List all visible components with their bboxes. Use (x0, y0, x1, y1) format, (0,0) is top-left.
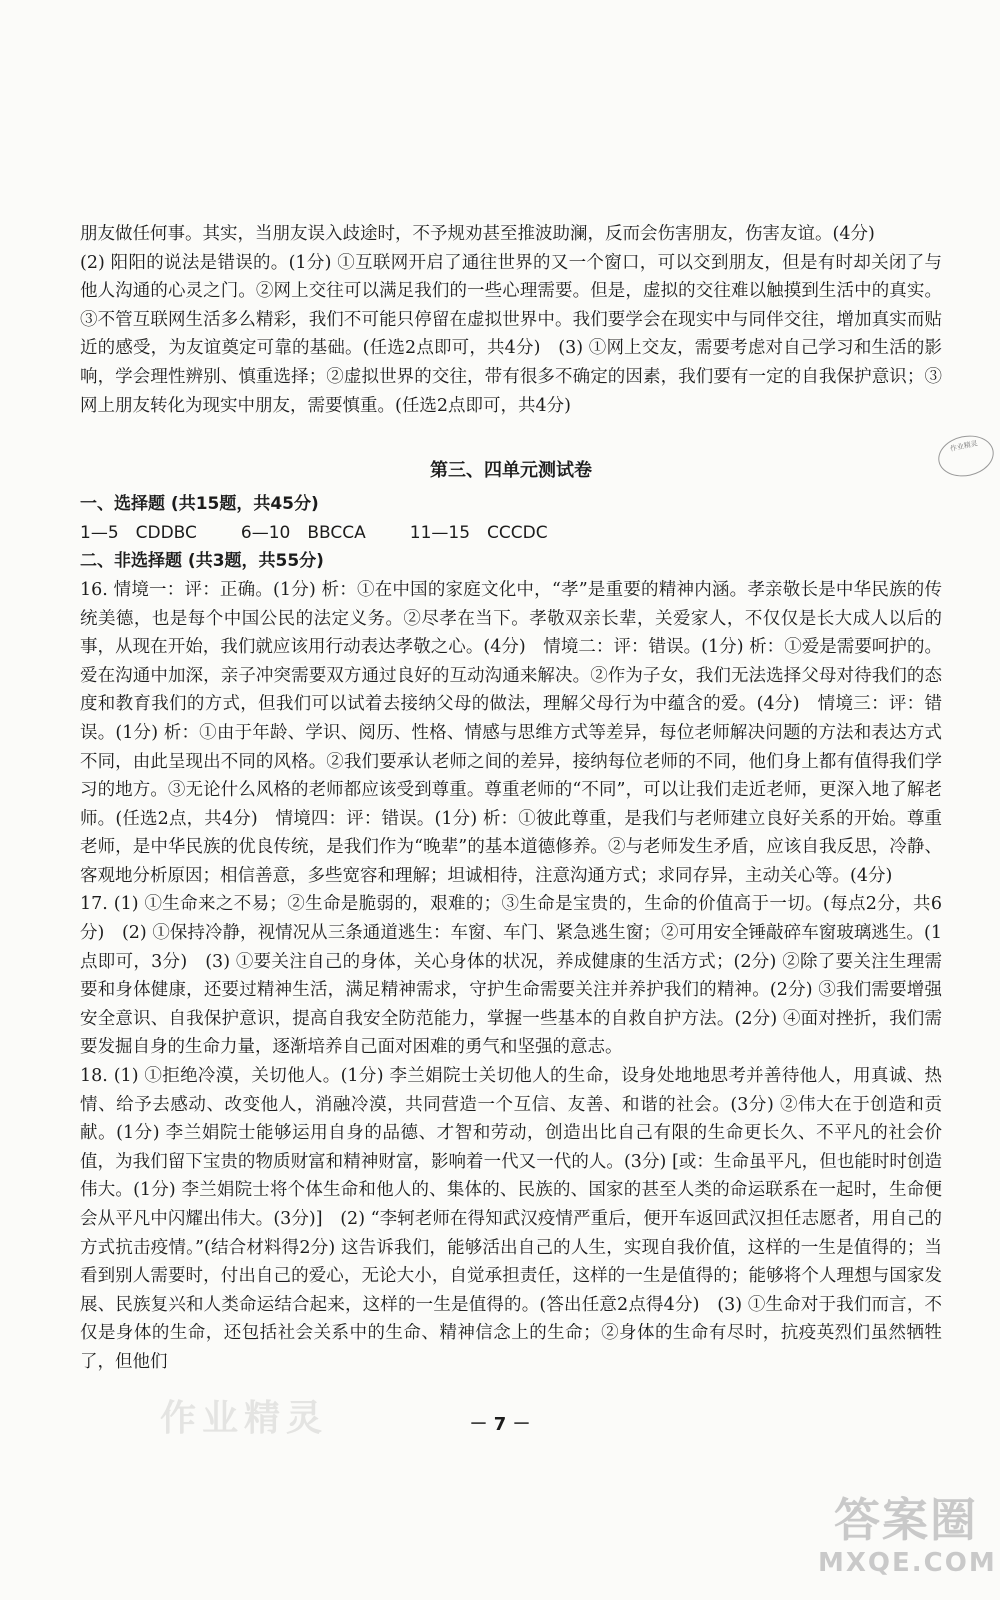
answer-group-3: 11—15 CCCDC (409, 522, 548, 543)
homework-stamp (934, 431, 997, 482)
prev-paragraph-2: (2) 阳阳的说法是错误的。(1分) ①互联网开启了通往世界的又一个窗口，可以交到朋友，但是有时却关闭了与他人沟通的心灵之门。②网上交往可以满足我们的一些心理需要。但是，虚拟的交往难以触摸到生活中的真实。③不管互联网生活多么精彩，我们不可能只停留在虚拟世界中。我们要学会在现实中与同伴交往，增加真实而贴近的感受，为友谊奠定可靠的基础。(任选2点即可，共4分) (3) ①网上交友，需要考虑对自己学习和生活的影响，学会理性辨别、慎重选择；②虚拟世界的交往，带有很多不确定的因素，我们要有一定的自我保护意识；③网上朋友转化为现实中朋友，需要慎重。(任选2点即可，共4分) (80, 252, 942, 416)
watermark-brand-name: 答案圈 (834, 1493, 978, 1547)
answer-group-1: 1—5 CDDBC (80, 522, 197, 543)
choice-answers (80, 519, 942, 548)
part1-heading: 一、选择题 (共15题，共45分) (80, 494, 319, 515)
prev-paragraph-1: 朋友做任何事。其实，当朋友误入歧途时，不予规劝甚至推波助澜，反而会伤害朋友，伤害友谊。(4分) (80, 224, 875, 244)
question-16: 16. 情境一：评：正确。(1分) 析：①在中国的家庭文化中，“孝”是重要的精神内涵。孝亲敬长是中华民族的传统美德，也是每个中国公民的法定义务。②尽孝在当下。孝敬双亲长辈，关爱家人，不仅仅是长大成人以后的事，从现在开始，我们就应该用行动表达孝敬之心。(4分) 情境二：评：错误。(1分) 析：①爱是需要呵护的。爱在沟通中加深，亲子冲突需要双方通过良好的互动沟通来解决。②作为子女，我们无法选择父母对待我们的态度和教育我们的方式，但我们可以试着去接纳父母的做法，理解父母行为中蕴含的爱。(4分) 情境三：评：错误。(1分) 析：①由于年龄、学识、阅历、性格、情感与思维方式等差异，每位老师解决问题的方法和表达方式不同，由此呈现出不同的风格。②我们要承认老师之间的差异，接纳每位老师的不同，他们身上都有值得我们学习的地方。③无论什么风格的老师都应该受到尊重。尊重老师的“不同”，可以让我们走近老师，更深入地了解老师。(任选2点，共4分) 情境四：评：错误。(1分) 析：①彼此尊重，是我们与老师建立良好关系的开始。尊重老师，是中华民族的优良传统，是我们作为“晚辈”的基本道德修养。②与老师发生矛盾，应该自我反思，冷静、客观地分析原因；相信善意，多些宽容和理解；坦诚相待，注意沟通方式；求同存异，主动关心等。(4分) (80, 579, 942, 886)
question-18: 18. (1) ①拒绝冷漠，关切他人。(1分) 李兰娟院士关切他人的生命，设身处地地思考并善待他人，用真诚、热情、给予去感动、改变他人，消融冷漠，共同营造一个互信、友善、和谐的社会。(3分) ②伟大在于创造和贡献。(1分) 李兰娟院士能够运用自身的品德、才智和劳动，创造出比自己有限的生命更长久、不平凡的社会价值，为我们留下宝贵的物质财富和精神财富，影响着一代又一代的人。(3分) [或：生命虽平凡，但也能时时创造伟大。(1分) 李兰娟院士将个体生命和他人的、集体的、民族的、国家的甚至人类的命运联系在一起时，生命便会从平凡中闪耀出伟大。(3分)] (2) “李轲老师在得知武汉疫情严重后，便开车返回武汉担任志愿者，用自己的方式抗击疫情。”(结合材料得2分) 这告诉我们，能够活出自己的人生，实现自我价值，这样的一生是值得的；当看到别人需要时，付出自己的爱心，无论大小，自觉承担责任，这样的一生是值得的；能够将个人理想与国家发展、民族复兴和人类命运结合起来，这样的一生是值得的。(答出任意2点得4分) (3) ①生命对于我们而言，不仅是身体的生命，还包括社会关系中的生命、精神信念上的生命；②身体的生命有尽时，抗疫英烈们虽然牺牲了，但他们 (80, 1066, 942, 1372)
part2-heading: 二、非选择题 (共3题，共55分) (80, 551, 324, 572)
question-17: 17. (1) ①生命来之不易；②生命是脆弱的，艰难的；③生命是宝贵的，生命的价值高于一切。(每点2分，共6分) (2) ①保持冷静，视情况从三条通道逃生：车窗、车门、紧急逃生窗；②可用安全锤敲碎车窗玻璃逃生。(1点即可，3分) (3) ①要关注自己的身体，关心身体的状况，养成健康的生活方式；(2分) ②除了要关注生理需要和身体健康，还要过精神生活，满足精神需求，守护生命需要关注并养护我们的精神。(2分) ③我们需要增强安全意识、自我保护意识，提高自我安全防范能力，掌握一些基本的自救自护方法。(2分) ④面对挫折，我们需要发掘自身的生命力量，逐渐培养自己面对困难的勇气和坚强的意志。 (80, 894, 942, 1058)
answer-group-2: 6—10 BBCCA (240, 522, 366, 543)
document-body (80, 220, 942, 1377)
stamp-text: 作业精灵 (949, 439, 979, 454)
watermark-brand (818, 1492, 997, 1596)
watermark-url: MXQE.COM (818, 1548, 997, 1578)
section-title: 第三、四单元测试卷 (430, 460, 592, 482)
page-number: － 7 － (469, 1414, 531, 1435)
watermark-left: 作业精灵 (160, 1398, 329, 1439)
